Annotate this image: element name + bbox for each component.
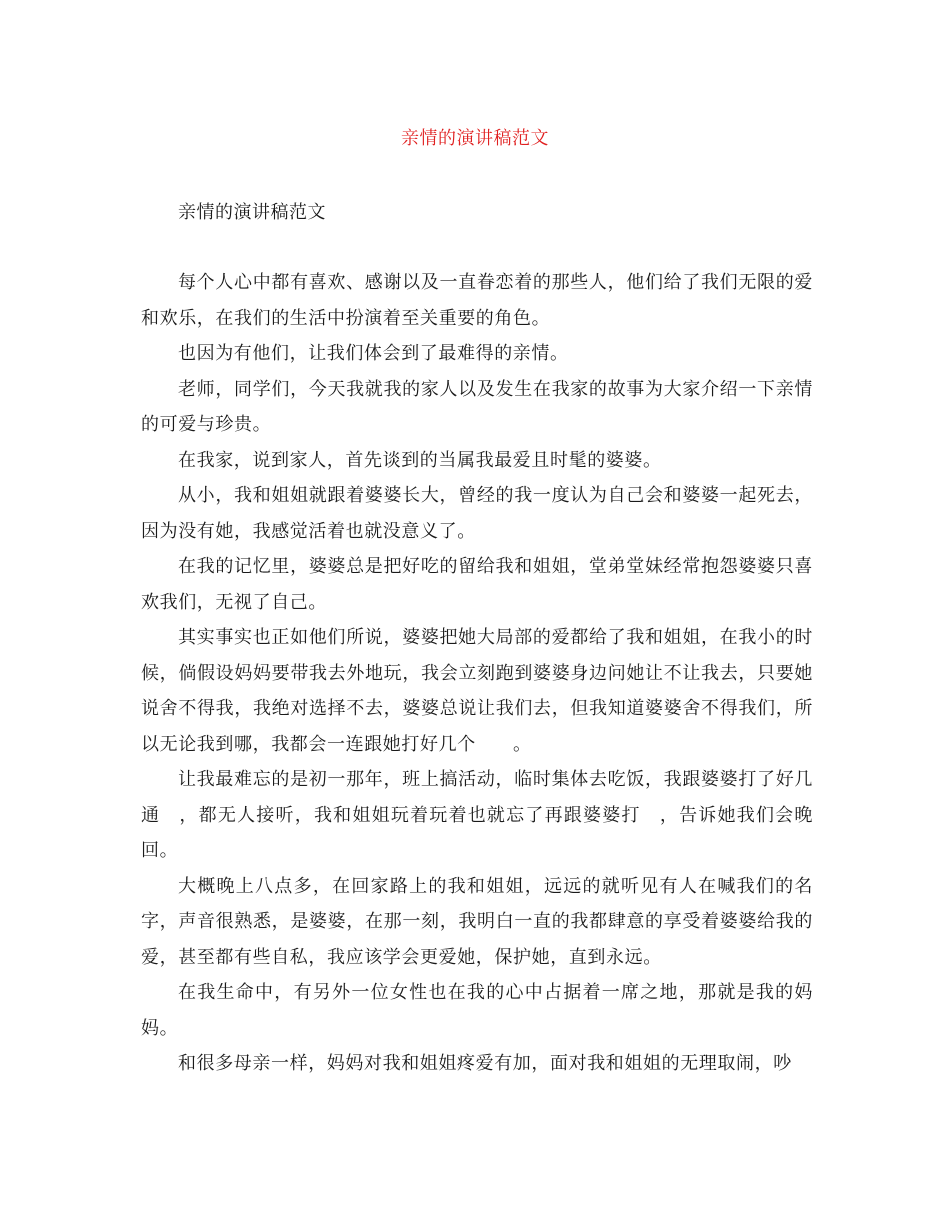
paragraph: 和很多母亲一样，妈妈对我和姐姐疼爱有加，面对我和姐姐的无理取闹，吵 xyxy=(178,1053,792,1074)
paragraph: 老师，同学们，今天我就我的家人以及发生在我家的故事为大家介绍一下亲情的可爱与珍贵。 xyxy=(141,378,813,435)
paragraph: 大概晚上八点多，在回家路上的我和姐姐，远远的就听见有人在喊我们的名字，声音很熟悉，是婆婆，在那一刻，我明白一直的我都肆意的享受着婆婆给我的爱，甚至都有些自私，我应该学会更爱她，保护她，直到永远。 xyxy=(141,875,813,968)
paragraph: 其实事实也正如他们所说，婆婆把她大局部的爱都给了我和姐姐，在我小的时候，倘假设妈妈要带我去外地玩，我会立刻跑到婆婆身边问她让不让我去，只要她说舍不得我，我绝对选择不去，婆婆总说让我们去，但我知道婆婆舍不得我们，所以无论我到哪，我都会一连跟她打好几个 。 xyxy=(141,627,813,755)
document-subtitle: 亲情的演讲稿范文 xyxy=(178,202,326,223)
paragraph: 在我生命中，有另外一位女性也在我的心中占据着一席之地，那就是我的妈妈。 xyxy=(141,982,813,1039)
paragraph: 从小，我和姐姐就跟着婆婆长大，曾经的我一度认为自己会和婆婆一起死去，因为没有她，我感觉活着也就没意义了。 xyxy=(141,485,813,542)
paragraph: 在我家，说到家人，首先谈到的当属我最爱且时髦的婆婆。 xyxy=(178,449,662,471)
paragraph: 让我最难忘的是初一那年，班上搞活动，临时集体去吃饭，我跟婆婆打了好几通 ，都无人接听，我和姐姐玩着玩着也就忘了再跟婆婆打 ，告诉她我们会晚回。 xyxy=(141,769,813,861)
document-body xyxy=(141,265,813,1082)
paragraph: 在我的记忆里，婆婆总是把好吃的留给我和姐姐，堂弟堂妹经常抱怨婆婆只喜欢我们，无视了自己。 xyxy=(141,556,813,613)
paragraph: 也因为有他们，让我们体会到了最难得的亲情。 xyxy=(178,343,569,364)
document-title: 亲情的演讲稿范文 xyxy=(401,128,549,149)
paragraph: 每个人心中都有喜欢、感谢以及一直眷恋着的那些人，他们给了我们无限的爱和欢乐，在我们的生活中扮演着至关重要的角色。 xyxy=(141,272,813,329)
